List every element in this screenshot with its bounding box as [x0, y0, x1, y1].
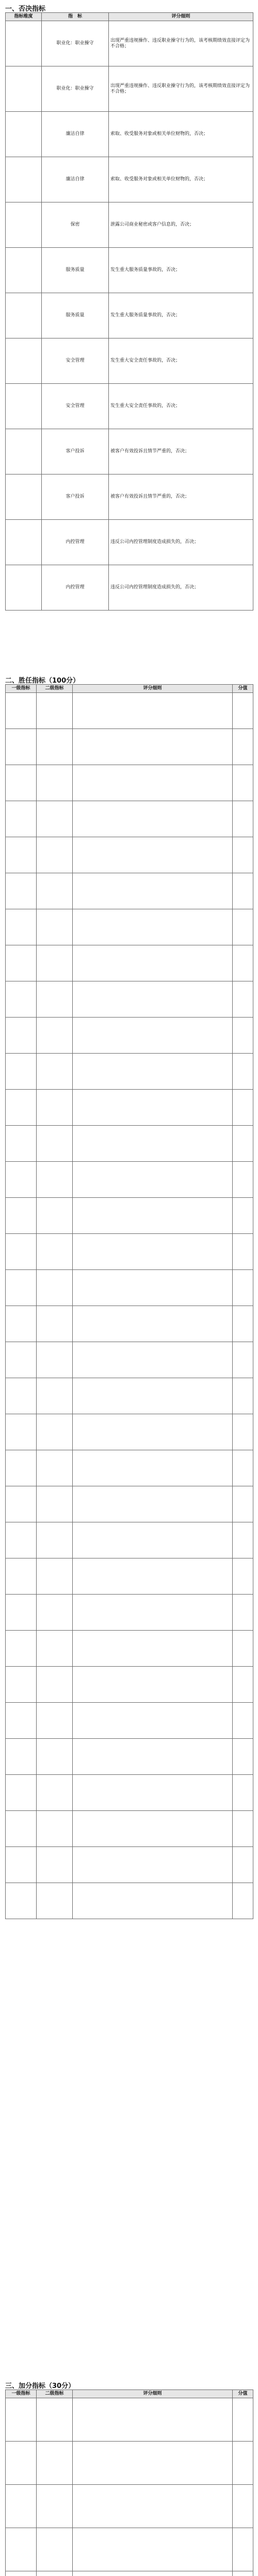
- table-row: [6, 565, 253, 611]
- score-cell: [233, 2398, 253, 2442]
- level1-cell: [6, 909, 37, 945]
- level1-cell: [6, 2398, 37, 2442]
- score-cell: [233, 945, 253, 981]
- table-row: [6, 1883, 253, 1919]
- competency-table-body: [6, 693, 253, 1919]
- col-header-level2: 二级指标: [37, 685, 73, 693]
- table-row: [6, 66, 253, 112]
- dimension-cell: [6, 338, 42, 384]
- score-cell: [233, 1054, 253, 1090]
- level1-cell: [6, 1883, 37, 1919]
- score-cell: [233, 1090, 253, 1126]
- criteria-cell: [73, 1450, 233, 1486]
- level2-cell: [37, 1667, 73, 1703]
- level1-cell: [6, 1342, 37, 1378]
- level1-cell: [6, 1450, 37, 1486]
- col-header-indicator: 指 标: [42, 13, 109, 21]
- level1-cell: [6, 1126, 37, 1162]
- dimension-cell: [6, 520, 42, 565]
- table-row: [6, 2398, 253, 2442]
- table-row: [6, 945, 253, 981]
- criteria-cell: [73, 2571, 233, 2576]
- criteria-cell: 出现严重违规操作、违反职业操守行为的，该考核期绩效直接评定为不合格；: [109, 21, 253, 66]
- level1-cell: [6, 729, 37, 765]
- level2-cell: [37, 2528, 73, 2571]
- criteria-cell: [73, 1018, 233, 1054]
- criteria-cell: [73, 1054, 233, 1090]
- criteria-cell: [73, 1703, 233, 1739]
- score-cell: [233, 1378, 253, 1414]
- level1-cell: [6, 1018, 37, 1054]
- criteria-cell: [73, 1270, 233, 1306]
- level2-cell: [37, 1126, 73, 1162]
- level2-cell: [37, 837, 73, 873]
- criteria-cell: [73, 1126, 233, 1162]
- criteria-cell: 索取、收受服务对象或相关单位财物的，否决；: [109, 157, 253, 202]
- score-cell: [233, 1450, 253, 1486]
- criteria-cell: [73, 1522, 233, 1558]
- level1-cell: [6, 873, 37, 909]
- table-row: [6, 1775, 253, 1811]
- score-cell: [233, 1198, 253, 1234]
- level2-cell: [37, 1775, 73, 1811]
- level2-cell: [37, 1342, 73, 1378]
- score-cell: [233, 909, 253, 945]
- level1-cell: [6, 1558, 37, 1595]
- criteria-cell: 违反公司内控管理制度造成损失的，否决；: [109, 520, 253, 565]
- table-row: [6, 1847, 253, 1883]
- score-cell: [233, 1883, 253, 1919]
- level1-cell: [6, 2528, 37, 2571]
- indicator-cell: 廉洁自律: [42, 157, 109, 202]
- level2-cell: [37, 1739, 73, 1775]
- criteria-cell: 违反公司内控管理制度造成损失的，否决；: [109, 565, 253, 611]
- table-row: [6, 157, 253, 202]
- criteria-cell: [73, 1414, 233, 1450]
- score-cell: [233, 801, 253, 837]
- level2-cell: [37, 1486, 73, 1522]
- col-header-level1: 一级指标: [6, 2390, 37, 2398]
- table-row: [6, 693, 253, 729]
- level1-cell: [6, 1270, 37, 1306]
- level2-cell: [37, 1883, 73, 1919]
- table-row: [6, 1703, 253, 1739]
- col-header-criteria: 评分细则: [73, 2390, 233, 2398]
- table-row: [6, 729, 253, 765]
- criteria-cell: [73, 1486, 233, 1522]
- level1-cell: [6, 1522, 37, 1558]
- level1-cell: [6, 2485, 37, 2528]
- table-row: [6, 293, 253, 338]
- table-row: [6, 2528, 253, 2571]
- criteria-cell: [73, 2442, 233, 2485]
- criteria-cell: [73, 1667, 233, 1703]
- score-cell: [233, 1522, 253, 1558]
- level2-cell: [37, 1018, 73, 1054]
- level2-cell: [37, 909, 73, 945]
- table-row: [6, 429, 253, 474]
- level1-cell: [6, 1595, 37, 1631]
- level2-cell: [37, 2571, 73, 2576]
- criteria-cell: [73, 801, 233, 837]
- level1-cell: [6, 1198, 37, 1234]
- col-header-criteria: 评分细则: [73, 685, 233, 693]
- indicator-cell: 内控管理: [42, 520, 109, 565]
- table-row: [6, 1270, 253, 1306]
- level2-cell: [37, 1595, 73, 1631]
- table-row: [6, 1198, 253, 1234]
- level2-cell: [37, 1162, 73, 1198]
- level2-cell: [37, 1450, 73, 1486]
- bonus-table-body: [6, 2398, 253, 2576]
- criteria-cell: 被客户有效投诉且情节严重的，否决；: [109, 429, 253, 474]
- table-row: [6, 1486, 253, 1522]
- level1-cell: [6, 2571, 37, 2576]
- indicator-cell: 客户投诉: [42, 429, 109, 474]
- table-header-row: [6, 2390, 253, 2398]
- table-row: [6, 384, 253, 429]
- indicator-cell: 内控管理: [42, 565, 109, 611]
- table-row: [6, 1054, 253, 1090]
- level1-cell: [6, 2442, 37, 2485]
- score-cell: [233, 1306, 253, 1342]
- score-cell: [233, 1595, 253, 1631]
- table-row: [6, 2571, 253, 2576]
- level2-cell: [37, 1306, 73, 1342]
- criteria-cell: [73, 1558, 233, 1595]
- criteria-cell: [73, 2485, 233, 2528]
- dimension-cell: [6, 474, 42, 520]
- score-cell: [233, 1775, 253, 1811]
- table-row: [6, 1126, 253, 1162]
- score-cell: [233, 1739, 253, 1775]
- veto-indicator-table: [5, 12, 253, 611]
- level1-cell: [6, 1414, 37, 1450]
- criteria-cell: 出现严重违规操作、违反职业操守行为的，该考核期绩效直接评定为不合格；: [109, 66, 253, 112]
- level2-cell: [37, 1234, 73, 1270]
- veto-table-body: [6, 21, 253, 611]
- table-row: [6, 2485, 253, 2528]
- criteria-cell: [73, 1198, 233, 1234]
- level1-cell: [6, 1847, 37, 1883]
- criteria-cell: [73, 873, 233, 909]
- indicator-cell: 职业化：职业操守: [42, 66, 109, 112]
- criteria-cell: [73, 1739, 233, 1775]
- table-row: [6, 1522, 253, 1558]
- score-cell: [233, 2442, 253, 2485]
- table-row: [6, 2442, 253, 2485]
- level1-cell: [6, 1667, 37, 1703]
- level2-cell: [37, 1198, 73, 1234]
- table-row: [6, 1595, 253, 1631]
- table-row: [6, 1018, 253, 1054]
- level1-cell: [6, 1378, 37, 1414]
- dimension-cell: [6, 248, 42, 293]
- level1-cell: [6, 693, 37, 729]
- criteria-cell: 发生重大服务质量事故的，否决；: [109, 293, 253, 338]
- criteria-cell: [73, 1306, 233, 1342]
- table-row: [6, 765, 253, 801]
- criteria-cell: 发生重大安全责任事故的，否决；: [109, 384, 253, 429]
- table-row: [6, 1450, 253, 1486]
- dimension-cell: [6, 293, 42, 338]
- bonus-indicator-table: [5, 2389, 253, 2576]
- level2-cell: [37, 1811, 73, 1847]
- indicator-cell: 服务质量: [42, 248, 109, 293]
- dimension-cell: [6, 429, 42, 474]
- dimension-cell: [6, 202, 42, 248]
- table-row: [6, 1306, 253, 1342]
- table-row: [6, 873, 253, 909]
- level2-cell: [37, 1378, 73, 1414]
- score-cell: [233, 873, 253, 909]
- level1-cell: [6, 1234, 37, 1270]
- score-cell: [233, 765, 253, 801]
- level1-cell: [6, 1703, 37, 1739]
- table-row: [6, 202, 253, 248]
- level2-cell: [37, 1090, 73, 1126]
- competency-indicator-table: [5, 684, 253, 1919]
- col-header-dimension: 指标维度: [6, 13, 42, 21]
- criteria-cell: [73, 1631, 233, 1667]
- level2-cell: [37, 1270, 73, 1306]
- level1-cell: [6, 1775, 37, 1811]
- level1-cell: [6, 981, 37, 1018]
- level2-cell: [37, 1522, 73, 1558]
- score-cell: [233, 1558, 253, 1595]
- table-row: [6, 909, 253, 945]
- criteria-cell: [73, 837, 233, 873]
- indicator-cell: 安全管理: [42, 384, 109, 429]
- score-cell: [233, 1667, 253, 1703]
- level2-cell: [37, 1847, 73, 1883]
- criteria-cell: [73, 2528, 233, 2571]
- score-cell: [233, 1811, 253, 1847]
- level1-cell: [6, 1739, 37, 1775]
- table-row: [6, 801, 253, 837]
- table-header-row: [6, 685, 253, 693]
- criteria-cell: 索取、收受服务对象或相关单位财物的，否决；: [109, 112, 253, 157]
- table-row: [6, 1090, 253, 1126]
- criteria-cell: [73, 1847, 233, 1883]
- score-cell: [233, 1234, 253, 1270]
- table-row: [6, 1234, 253, 1270]
- level2-cell: [37, 801, 73, 837]
- criteria-cell: [73, 1342, 233, 1378]
- level2-cell: [37, 1414, 73, 1450]
- level2-cell: [37, 765, 73, 801]
- table-row: [6, 1631, 253, 1667]
- score-cell: [233, 1126, 253, 1162]
- level2-cell: [37, 1631, 73, 1667]
- level2-cell: [37, 729, 73, 765]
- level1-cell: [6, 1631, 37, 1667]
- col-header-score: 分值: [233, 685, 253, 693]
- score-cell: [233, 837, 253, 873]
- level2-cell: [37, 981, 73, 1018]
- score-cell: [233, 1847, 253, 1883]
- score-cell: [233, 1631, 253, 1667]
- criteria-cell: [73, 1234, 233, 1270]
- score-cell: [233, 2528, 253, 2571]
- score-cell: [233, 1703, 253, 1739]
- criteria-cell: [73, 1883, 233, 1919]
- table-row: [6, 1414, 253, 1450]
- section-title-competency: 二、胜任指标（100分）: [5, 677, 80, 685]
- table-row: [6, 21, 253, 66]
- score-cell: [233, 693, 253, 729]
- score-cell: [233, 2485, 253, 2528]
- section-title-veto: 一、否决指标: [5, 5, 46, 13]
- indicator-cell: 安全管理: [42, 338, 109, 384]
- level1-cell: [6, 765, 37, 801]
- table-row: [6, 1739, 253, 1775]
- table-row: [6, 1342, 253, 1378]
- criteria-cell: [73, 1775, 233, 1811]
- table-row: [6, 1558, 253, 1595]
- table-row: [6, 1667, 253, 1703]
- col-header-level1: 一级指标: [6, 685, 37, 693]
- dimension-cell: [6, 21, 42, 66]
- table-row: [6, 837, 253, 873]
- criteria-cell: [73, 765, 233, 801]
- dimension-cell: [6, 565, 42, 611]
- score-cell: [233, 1018, 253, 1054]
- table-row: [6, 338, 253, 384]
- table-row: [6, 981, 253, 1018]
- indicator-cell: 保密: [42, 202, 109, 248]
- col-header-criteria: 评分细则: [109, 13, 253, 21]
- indicator-cell: 服务质量: [42, 293, 109, 338]
- criteria-cell: [73, 1162, 233, 1198]
- criteria-cell: [73, 945, 233, 981]
- score-cell: [233, 1270, 253, 1306]
- dimension-cell: [6, 66, 42, 112]
- score-cell: [233, 2571, 253, 2576]
- criteria-cell: [73, 2398, 233, 2442]
- dimension-cell: [6, 112, 42, 157]
- score-cell: [233, 729, 253, 765]
- indicator-cell: 客户投诉: [42, 474, 109, 520]
- level1-cell: [6, 1486, 37, 1522]
- score-cell: [233, 1342, 253, 1378]
- level1-cell: [6, 1054, 37, 1090]
- level2-cell: [37, 1054, 73, 1090]
- table-row: [6, 112, 253, 157]
- level1-cell: [6, 1090, 37, 1126]
- criteria-cell: [73, 981, 233, 1018]
- table-row: [6, 248, 253, 293]
- indicator-cell: 职业化：职业操守: [42, 21, 109, 66]
- table-row: [6, 474, 253, 520]
- criteria-cell: [73, 909, 233, 945]
- criteria-cell: 发生重大安全责任事故的，否决；: [109, 338, 253, 384]
- level2-cell: [37, 2398, 73, 2442]
- level2-cell: [37, 693, 73, 729]
- level2-cell: [37, 1558, 73, 1595]
- dimension-cell: [6, 157, 42, 202]
- level2-cell: [37, 2485, 73, 2528]
- level2-cell: [37, 2442, 73, 2485]
- level1-cell: [6, 1162, 37, 1198]
- score-cell: [233, 1414, 253, 1450]
- criteria-cell: [73, 1378, 233, 1414]
- level1-cell: [6, 945, 37, 981]
- section-title-bonus: 三、加分指标（30分）: [5, 2382, 75, 2390]
- criteria-cell: [73, 1595, 233, 1631]
- criteria-cell: 泄露公司商业秘密或客户信息的，否决；: [109, 202, 253, 248]
- col-header-score: 分值: [233, 2390, 253, 2398]
- score-cell: [233, 1486, 253, 1522]
- table-row: [6, 520, 253, 565]
- criteria-cell: [73, 1811, 233, 1847]
- dimension-cell: [6, 384, 42, 429]
- table-row: [6, 1811, 253, 1847]
- score-cell: [233, 981, 253, 1018]
- criteria-cell: 被客户有效投诉且情节严重的，否决；: [109, 474, 253, 520]
- table-row: [6, 1378, 253, 1414]
- col-header-level2: 二级指标: [37, 2390, 73, 2398]
- indicator-cell: 廉洁自律: [42, 112, 109, 157]
- level1-cell: [6, 1306, 37, 1342]
- table-row: [6, 1162, 253, 1198]
- level1-cell: [6, 801, 37, 837]
- criteria-cell: [73, 1090, 233, 1126]
- level1-cell: [6, 1811, 37, 1847]
- level2-cell: [37, 873, 73, 909]
- table-header-row: [6, 13, 253, 21]
- criteria-cell: 发生重大服务质量事故的，否决；: [109, 248, 253, 293]
- criteria-cell: [73, 729, 233, 765]
- level2-cell: [37, 945, 73, 981]
- level2-cell: [37, 1703, 73, 1739]
- criteria-cell: [73, 693, 233, 729]
- score-cell: [233, 1162, 253, 1198]
- level1-cell: [6, 837, 37, 873]
